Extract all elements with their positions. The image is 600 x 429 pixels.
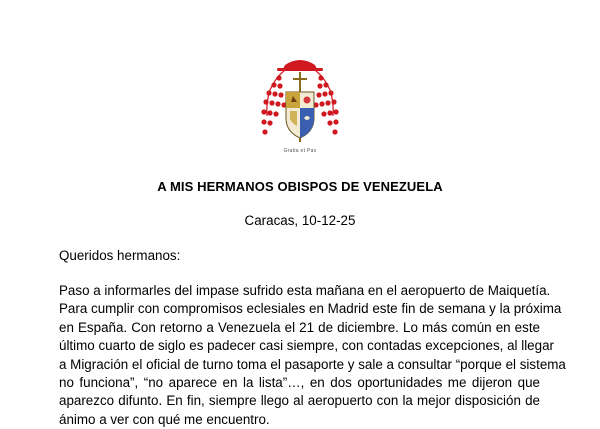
paragraph-line: ánimo a ver con qué me encuentro. [59,411,270,427]
paragraph-line: Para cumplir con compromisos eclesiales en Madrid este fin de semana y la próxima [59,301,562,317]
coat-of-arms-icon [257,56,343,152]
letter-title: A MIS HERMANOS OBISPOS DE VENEZUELA [157,179,443,194]
dateline: Caracas, 10-12-25 [244,213,356,228]
paragraph-line: a Migración el oficial de turno toma el pasaporte y sale a consultar “porque el sistema [59,356,566,372]
paragraph-line: Paso a informarles del impase sufrido esta mañana en el aeropuerto de Maiquetía. [59,283,551,298]
paragraph-line: último cuarto de siglo es padecer casi siempre, con contadas excepciones, al llegar [59,338,554,354]
body-paragraph [59,282,566,429]
paragraph-line: en España. Con retorno a Venezuela el 21 de diciembre. Lo más común en este [59,319,540,335]
motto-ribbon: Gratia et Pax [283,148,317,154]
paragraph-line: no funciona”, “no aparece en la lista”…, en dos oportunidades me dijeron que [59,375,540,391]
salutation: Queridos hermanos: [59,248,181,263]
paragraph-line: aparezco difunto. En fin, siempre llego al aeropuerto con la mejor disposición de [59,393,540,409]
